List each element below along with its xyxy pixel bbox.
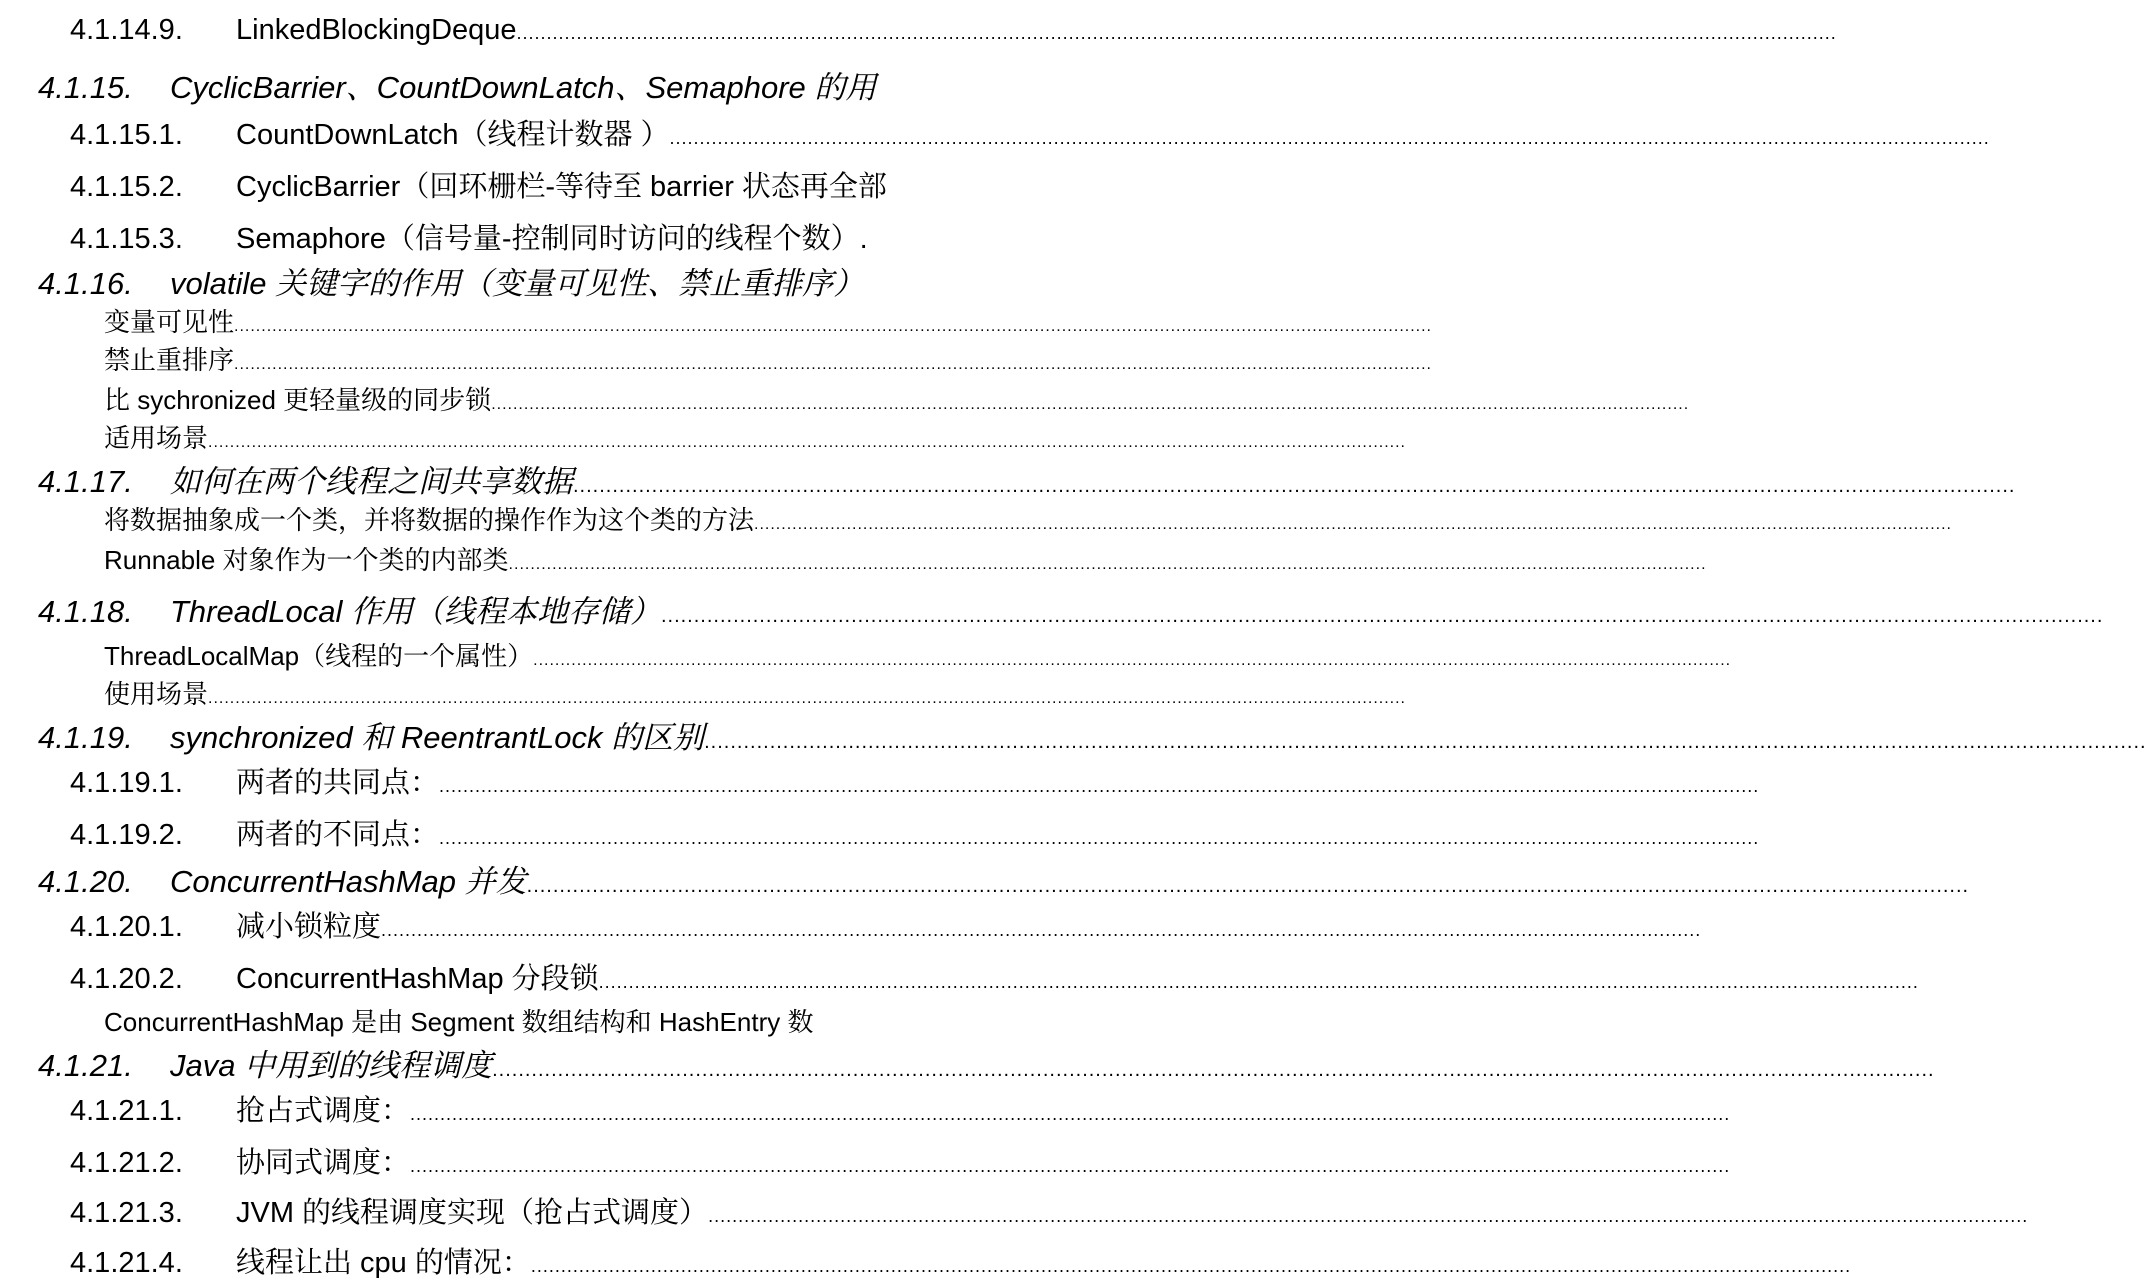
toc-leader-dots: ............................................................................................................................................................................................................................ <box>208 434 1406 451</box>
toc-entry[interactable] <box>0 540 1707 577</box>
toc-entry-title: 变量可见性 <box>104 307 235 337</box>
toc-leader-dots: ............................................................................................................................................................................................................................ <box>439 828 1760 848</box>
toc-entry-number: 4.1.15.3. <box>70 223 183 255</box>
toc-leader-dots: ............................................................................................................................................................................................................................ <box>704 731 2147 753</box>
toc-leader-dots: ............................................................................................................................................................................................................................ <box>669 128 1990 148</box>
toc-entry-number: 4.1.21.4. <box>70 1247 183 1279</box>
toc-leader-dots: ............................................................................................................................................................................................................................ <box>708 1206 2029 1226</box>
toc-entry-number: 4.1.15. <box>38 70 133 105</box>
toc-leader-dots: ............................................................................................................................................................................................................................ <box>754 516 1952 533</box>
toc-entry-number: 4.1.19.1. <box>70 767 183 799</box>
toc-entry[interactable] <box>0 456 2016 501</box>
toc-entry[interactable] <box>0 380 1690 417</box>
toc-entry-title: ConcurrentHashMap 是由 Segment 数组结构和 HashEntry 数 <box>104 1007 814 1037</box>
toc-entry-number: 4.1.19. <box>38 720 133 755</box>
toc-leader-dots: ............................................................................................................................................................................................................................ <box>526 875 1970 897</box>
toc-leader-dots: ............................................................................................................................................................................................................................ <box>492 1059 1935 1081</box>
toc-entry-title: 将数据抽象成一个类，并将数据的操作作为这个类的方法 <box>104 505 755 535</box>
toc-entry-title: LinkedBlockingDeque <box>236 14 517 46</box>
toc-leader-dots: ............................................................................................................................................................................................................................ <box>530 1256 1852 1276</box>
toc-entry-title: CyclicBarrier、CountDownLatch、Semaphore 的用 <box>170 70 877 105</box>
toc-entry-title: ConcurrentHashMap 并发 <box>170 864 527 899</box>
toc-leader-dots: ............................................................................................................................................................................................................................ <box>533 652 1732 669</box>
toc-entry-title: synchronized 和 ReentrantLock 的区别 <box>170 720 705 755</box>
toc-entry-title: 使用场景 <box>104 679 209 709</box>
toc-leader-dots: ............................................................................................................................................................................................................................ <box>410 1104 1731 1124</box>
toc-entry-number: 4.1.18. <box>38 594 133 629</box>
toc-leader-dots: ............................................................................................................................................................................................................................ <box>573 475 2016 497</box>
toc-entry[interactable] <box>0 856 1970 901</box>
toc-leader-dots: ............................................................................................................................................................................................................................ <box>491 396 1690 413</box>
toc-entry-title: ThreadLocal 作用（线程本地存储） <box>170 594 661 629</box>
toc-entry-title: 适用场景 <box>104 423 209 453</box>
toc-entry[interactable] <box>0 14 1837 47</box>
toc-entry-title: 减小锁粒度 <box>236 911 382 943</box>
toc-entry-title: Semaphore（信号量-控制同时访问的线程个数）. <box>236 223 868 255</box>
toc-entry-number: 4.1.21.1. <box>70 1095 183 1127</box>
toc-leader-dots: ............................................................................................................................................................................................................................ <box>234 356 1432 373</box>
toc-entry[interactable] <box>0 216 970 257</box>
toc-entry-title: Java 中用到的线程调度 <box>170 1048 493 1083</box>
toc-entry-number: 4.1.17. <box>38 464 133 499</box>
toc-entry-number: 4.1.19.2. <box>70 819 183 851</box>
toc-entry-title: volatile 关键字的作用（变量可见性、禁止重排序） <box>170 266 865 301</box>
toc-entry[interactable] <box>0 62 938 107</box>
toc-entry[interactable] <box>0 904 1702 945</box>
toc-entry[interactable] <box>0 500 1952 537</box>
toc-entry-number: 4.1.15.1. <box>70 119 183 151</box>
toc-entry-title: CyclicBarrier（回环栅栏-等待至 barrier 状态再全部 <box>236 171 887 203</box>
toc-entry-number: 4.1.21. <box>38 1048 133 1083</box>
toc-entry[interactable] <box>0 1190 2029 1231</box>
toc-entry-title: 比 sychronized 更轻量级的同步锁 <box>104 385 492 415</box>
toc-entry-number: 4.1.20.2. <box>70 963 183 995</box>
toc-entry[interactable] <box>0 418 1406 455</box>
toc-leader-dots: ............................................................................................................................................................................................................................ <box>516 23 1837 43</box>
toc-entry[interactable] <box>0 712 2147 757</box>
toc-leader-dots: ............................................................................................................................................................................................................................ <box>410 1156 1731 1176</box>
toc-entry[interactable] <box>0 340 1432 377</box>
toc-entry-title: 如何在两个线程之间共享数据 <box>170 464 573 499</box>
toc-entry-title: 禁止重排序 <box>104 345 235 375</box>
toc-entry-title: Runnable 对象作为一个类的内部类 <box>104 545 509 575</box>
toc-entry[interactable] <box>0 258 938 303</box>
toc-entry-number: 4.1.15.2. <box>70 171 183 203</box>
toc-entry-title: JVM 的线程调度实现（抢占式调度） <box>236 1197 709 1229</box>
toc-entry[interactable] <box>0 1140 1731 1181</box>
toc-entry[interactable] <box>0 164 970 205</box>
toc-leader-dots: ............................................................................................................................................................................................................................ <box>439 776 1760 796</box>
toc-entry-title: 线程让出 cpu 的情况： <box>236 1247 531 1279</box>
toc-entry[interactable] <box>0 1002 1004 1039</box>
toc-entry-title: ThreadLocalMap（线程的一个属性） <box>104 641 534 671</box>
toc-leader-dots: ............................................................................................................................................................................................................................ <box>234 318 1432 335</box>
toc-entry[interactable] <box>0 1040 1935 1085</box>
toc-entry-title: 两者的共同点： <box>236 767 440 799</box>
toc-leader-dots: ............................................................................................................................................................................................................................ <box>508 556 1707 573</box>
toc-leader-dots: ............................................................................................................................................................................................................................ <box>598 972 1919 992</box>
toc-entry[interactable] <box>0 586 2104 631</box>
toc-entry-title: 两者的不同点： <box>236 819 440 851</box>
toc-entry-number: 4.1.20.1. <box>70 911 183 943</box>
toc-entry-title: CountDownLatch（线程计数器 ） <box>236 119 670 151</box>
toc-entry-number: 4.1.20. <box>38 864 133 899</box>
toc-leader-dots: ............................................................................................................................................................................................................................ <box>381 920 1702 940</box>
toc-entry-title: ConcurrentHashMap 分段锁 <box>236 963 599 995</box>
toc-leader-dots: ............................................................................................................................................................................................................................ <box>208 690 1406 707</box>
toc-entry[interactable] <box>0 956 1919 997</box>
toc-entry-title: 抢占式调度： <box>236 1095 411 1127</box>
toc-entry-number: 4.1.14.9. <box>70 14 183 46</box>
toc-entry[interactable] <box>0 1240 1852 1281</box>
toc-entry-number: 4.1.16. <box>38 266 133 301</box>
toc-entry[interactable] <box>0 1088 1731 1129</box>
toc-entry[interactable] <box>0 636 1732 673</box>
toc-entry[interactable] <box>0 760 1760 801</box>
toc-entry[interactable] <box>0 112 1990 153</box>
toc-entry-number: 4.1.21.2. <box>70 1147 183 1179</box>
toc-entry-title: 协同式调度： <box>236 1147 411 1179</box>
toc-entry[interactable] <box>0 812 1760 853</box>
toc-entry-number: 4.1.21.3. <box>70 1197 183 1229</box>
toc-entry[interactable] <box>0 674 1406 711</box>
toc-leader-dots: ............................................................................................................................................................................................................................ <box>660 605 2104 627</box>
toc-entry[interactable] <box>0 302 1432 339</box>
